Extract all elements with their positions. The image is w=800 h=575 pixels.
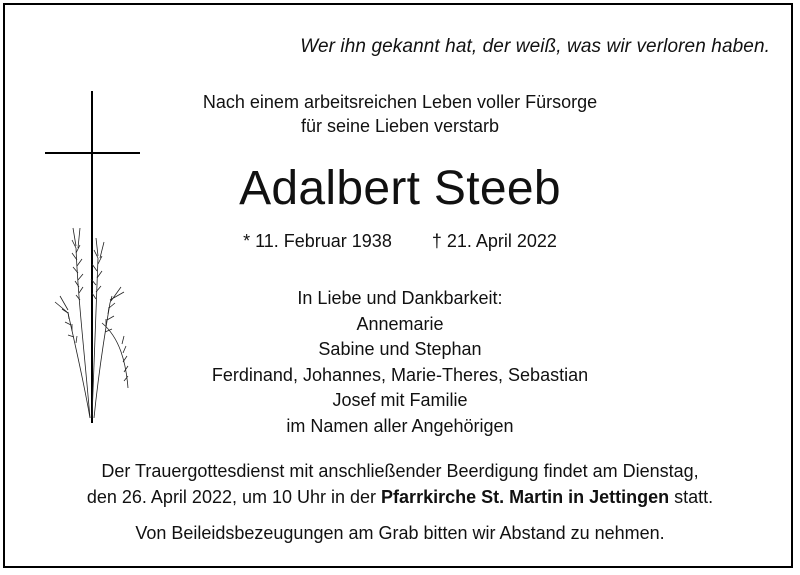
mourner-entry: Sabine und Stephan (318, 339, 482, 359)
mourner-entry: Ferdinand, Johannes, Marie-Theres, Sebastian (211, 364, 589, 385)
memorial-quote: Wer ihn gekannt hat, der weiß, was wir verloren haben. (300, 36, 770, 57)
condolence-request: Von Beileidsbezeugungen am Grab bitten wir Abstand zu nehmen. (135, 523, 665, 543)
death-date: † 21. April 2022 (431, 231, 557, 251)
deceased-name: Adalbert Steeb (239, 162, 561, 215)
life-dates (100, 229, 700, 253)
birth-date: * 11. Februar 1938 (243, 231, 392, 251)
service-line (30, 484, 770, 510)
intro-text (100, 90, 700, 138)
intro-line: für seine Lieben verstarb (300, 116, 500, 136)
service-suffix: statt. (669, 487, 714, 507)
mourners-heading: In Liebe und Dankbarkeit: (297, 288, 503, 308)
funeral-service-notice (30, 458, 770, 510)
mourner-entry: Josef mit Familie (332, 390, 468, 410)
service-date-text: den 26. April 2022, um 10 Uhr in der (86, 487, 382, 507)
mourner-entry: im Namen aller Angehörigen (286, 415, 514, 436)
mourners-list (100, 286, 700, 439)
intro-line: Nach einem arbeitsreichen Leben voller Fürsorge (202, 92, 598, 112)
church-name: Pfarrkirche St. Martin in Jettingen (381, 487, 670, 507)
mourner-entry: Annemarie (356, 313, 444, 334)
service-line: Der Trauergottesdienst mit anschließender Beerdigung findet am Dienstag, (101, 461, 699, 481)
